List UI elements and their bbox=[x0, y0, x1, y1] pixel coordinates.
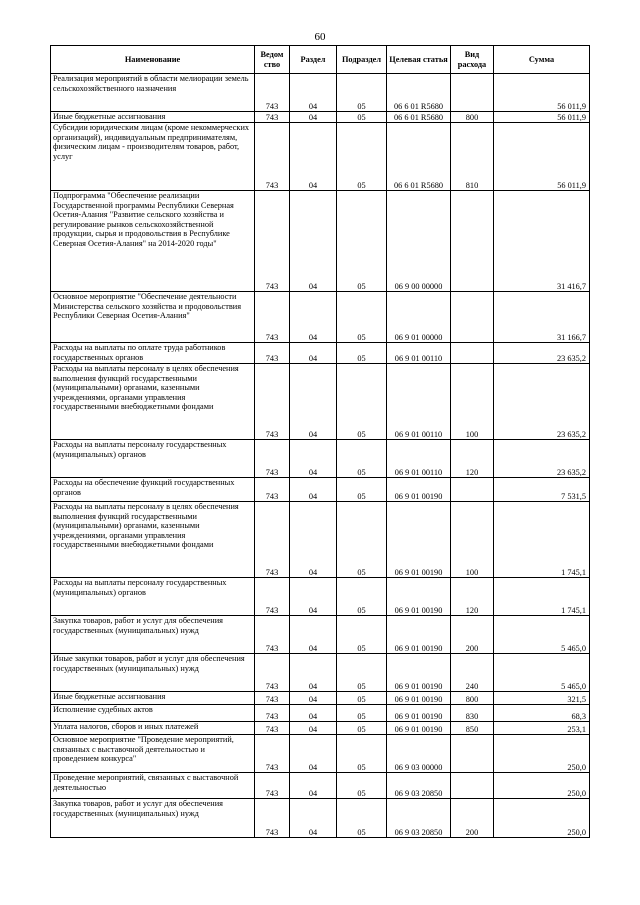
header-section: Раздел bbox=[290, 46, 337, 74]
row-target: 06 6 01 R5680 bbox=[387, 112, 451, 123]
table-row bbox=[51, 722, 590, 735]
row-subsection: 05 bbox=[337, 773, 387, 799]
row-target: 06 9 03 20850 bbox=[387, 799, 451, 838]
row-section: 04 bbox=[290, 735, 337, 773]
row-dept: 743 bbox=[255, 722, 290, 735]
row-name: Подпрограмма "Обеспечение реализации Государственной программы Республики Северная Осетия-Алания "Развитие сельского хозяйства и регулирование рынков сельскохозяйственной продукции, сырья и продовольствия в Республике Северная Осетия-Алания" на 2014-2020 годы" bbox=[51, 191, 255, 292]
row-dept: 743 bbox=[255, 616, 290, 654]
row-subsection: 05 bbox=[337, 722, 387, 735]
row-sum: 68,3 bbox=[494, 705, 590, 722]
row-dept: 743 bbox=[255, 123, 290, 191]
row-dept: 743 bbox=[255, 112, 290, 123]
row-sum: 31 166,7 bbox=[494, 292, 590, 343]
row-target: 06 9 01 00000 bbox=[387, 292, 451, 343]
row-target: 06 9 00 00000 bbox=[387, 191, 451, 292]
page-number: 60 bbox=[314, 31, 326, 43]
row-target: 06 9 03 00000 bbox=[387, 735, 451, 773]
row-name: Расходы на выплаты персоналу в целях обеспечения выполнения функций государственными (муниципальными) органами, казенными учреждениями, органами управления государственными внебюджетными фондами bbox=[51, 502, 255, 578]
row-subsection: 05 bbox=[337, 654, 387, 692]
row-type bbox=[451, 74, 494, 112]
row-section: 04 bbox=[290, 616, 337, 654]
row-dept: 743 bbox=[255, 502, 290, 578]
row-type bbox=[451, 478, 494, 502]
row-subsection: 05 bbox=[337, 123, 387, 191]
row-type: 100 bbox=[451, 364, 494, 440]
row-section: 04 bbox=[290, 478, 337, 502]
row-sum: 321,5 bbox=[494, 692, 590, 705]
row-subsection: 05 bbox=[337, 112, 387, 123]
row-section: 04 bbox=[290, 692, 337, 705]
row-type: 200 bbox=[451, 616, 494, 654]
row-target: 06 9 01 00190 bbox=[387, 578, 451, 616]
row-target: 06 9 01 00110 bbox=[387, 440, 451, 478]
row-dept: 743 bbox=[255, 705, 290, 722]
table-row bbox=[51, 364, 590, 440]
budget-table bbox=[50, 45, 590, 838]
row-dept: 743 bbox=[255, 292, 290, 343]
table-row bbox=[51, 112, 590, 123]
row-sum: 23 635,2 bbox=[494, 343, 590, 364]
row-name: Исполнение судебных актов bbox=[51, 705, 255, 722]
row-name: Расходы на выплаты персоналу государственных (муниципальных) органов bbox=[51, 440, 255, 478]
row-section: 04 bbox=[290, 343, 337, 364]
row-type: 810 bbox=[451, 123, 494, 191]
row-sum: 253,1 bbox=[494, 722, 590, 735]
row-dept: 743 bbox=[255, 191, 290, 292]
row-sum: 56 011,9 bbox=[494, 112, 590, 123]
row-type bbox=[451, 191, 494, 292]
row-type bbox=[451, 773, 494, 799]
table-row bbox=[51, 191, 590, 292]
table-header-row bbox=[51, 46, 590, 74]
row-name: Иные закупки товаров, работ и услуг для обеспечения государственных (муниципальных) нужд bbox=[51, 654, 255, 692]
row-subsection: 05 bbox=[337, 735, 387, 773]
row-target: 06 9 01 00190 bbox=[387, 654, 451, 692]
row-section: 04 bbox=[290, 578, 337, 616]
row-target: 06 6 01 R5680 bbox=[387, 74, 451, 112]
table-row bbox=[51, 292, 590, 343]
row-section: 04 bbox=[290, 799, 337, 838]
row-subsection: 05 bbox=[337, 705, 387, 722]
row-sum: 5 465,0 bbox=[494, 654, 590, 692]
table-row bbox=[51, 440, 590, 478]
row-dept: 743 bbox=[255, 692, 290, 705]
table-row bbox=[51, 654, 590, 692]
row-name: Субсидии юридическим лицам (кроме некоммерческих организаций), индивидуальным предпринимателям, физическим лицам - производителям товаров, работ, услуг bbox=[51, 123, 255, 191]
row-subsection: 05 bbox=[337, 799, 387, 838]
row-sum: 23 635,2 bbox=[494, 364, 590, 440]
row-sum: 1 745,1 bbox=[494, 578, 590, 616]
row-type: 850 bbox=[451, 722, 494, 735]
row-subsection: 05 bbox=[337, 364, 387, 440]
row-sum: 250,0 bbox=[494, 735, 590, 773]
row-name: Иные бюджетные ассигнования bbox=[51, 112, 255, 123]
row-sum: 56 011,9 bbox=[494, 123, 590, 191]
table-row bbox=[51, 773, 590, 799]
header-sum: Сумма bbox=[494, 46, 590, 74]
row-type bbox=[451, 735, 494, 773]
row-name: Основное мероприятие "Проведение мероприятий, связанных с выставочной деятельностью и проведением конкурса" bbox=[51, 735, 255, 773]
table-row bbox=[51, 705, 590, 722]
row-dept: 743 bbox=[255, 578, 290, 616]
row-name: Расходы на выплаты персоналу в целях обеспечения выполнения функций государственными (муниципальными) органами, казенными учреждениями, органами управления государственными внебюджетными фондами bbox=[51, 364, 255, 440]
row-dept: 743 bbox=[255, 364, 290, 440]
row-name: Расходы на обеспечение функций государственных органов bbox=[51, 478, 255, 502]
row-name: Проведение мероприятий, связанных с выставочной деятельностью bbox=[51, 773, 255, 799]
row-name: Основное мероприятие "Обеспечение деятельности Министерства сельского хозяйства и продовольствия Республики Северная Осетия-Алания" bbox=[51, 292, 255, 343]
row-section: 04 bbox=[290, 773, 337, 799]
table-row bbox=[51, 478, 590, 502]
row-section: 04 bbox=[290, 364, 337, 440]
row-sum: 23 635,2 bbox=[494, 440, 590, 478]
row-target: 06 9 01 00190 bbox=[387, 705, 451, 722]
row-section: 04 bbox=[290, 722, 337, 735]
row-type bbox=[451, 292, 494, 343]
row-type: 100 bbox=[451, 502, 494, 578]
header-subsection: Подраздел bbox=[337, 46, 387, 74]
row-section: 04 bbox=[290, 705, 337, 722]
row-section: 04 bbox=[290, 74, 337, 112]
row-name: Реализация мероприятий в области мелиорации земель сельскохозяйственного назначения bbox=[51, 74, 255, 112]
row-section: 04 bbox=[290, 654, 337, 692]
row-subsection: 05 bbox=[337, 478, 387, 502]
row-dept: 743 bbox=[255, 478, 290, 502]
row-name: Уплата налогов, сборов и иных платежей bbox=[51, 722, 255, 735]
row-sum: 7 531,5 bbox=[494, 478, 590, 502]
row-subsection: 05 bbox=[337, 74, 387, 112]
header-name: Наименование bbox=[51, 46, 255, 74]
row-subsection: 05 bbox=[337, 578, 387, 616]
row-type: 830 bbox=[451, 705, 494, 722]
row-section: 04 bbox=[290, 191, 337, 292]
row-target: 06 9 01 00190 bbox=[387, 692, 451, 705]
row-type: 120 bbox=[451, 578, 494, 616]
table-row bbox=[51, 578, 590, 616]
row-section: 04 bbox=[290, 112, 337, 123]
table-row bbox=[51, 616, 590, 654]
row-name: Иные бюджетные ассигнования bbox=[51, 692, 255, 705]
row-dept: 743 bbox=[255, 773, 290, 799]
row-subsection: 05 bbox=[337, 191, 387, 292]
header-dept: Ведом ство bbox=[255, 46, 290, 74]
row-sum: 250,0 bbox=[494, 799, 590, 838]
row-subsection: 05 bbox=[337, 343, 387, 364]
header-type: Вид расхода bbox=[451, 46, 494, 74]
header-target: Целевая статья bbox=[387, 46, 451, 74]
row-type bbox=[451, 343, 494, 364]
row-subsection: 05 bbox=[337, 616, 387, 654]
row-subsection: 05 bbox=[337, 440, 387, 478]
row-type: 200 bbox=[451, 799, 494, 838]
row-section: 04 bbox=[290, 440, 337, 478]
row-type: 800 bbox=[451, 112, 494, 123]
row-sum: 31 416,7 bbox=[494, 191, 590, 292]
row-target: 06 6 01 R5680 bbox=[387, 123, 451, 191]
row-sum: 250,0 bbox=[494, 773, 590, 799]
row-section: 04 bbox=[290, 292, 337, 343]
table-row bbox=[51, 799, 590, 838]
row-target: 06 9 03 20850 bbox=[387, 773, 451, 799]
row-subsection: 05 bbox=[337, 692, 387, 705]
row-name: Расходы на выплаты персоналу государственных (муниципальных) органов bbox=[51, 578, 255, 616]
row-dept: 743 bbox=[255, 735, 290, 773]
row-sum: 5 465,0 bbox=[494, 616, 590, 654]
row-type: 800 bbox=[451, 692, 494, 705]
row-subsection: 05 bbox=[337, 292, 387, 343]
row-target: 06 9 01 00190 bbox=[387, 722, 451, 735]
row-target: 06 9 01 00110 bbox=[387, 364, 451, 440]
row-subsection: 05 bbox=[337, 502, 387, 578]
row-target: 06 9 01 00190 bbox=[387, 478, 451, 502]
row-sum: 1 745,1 bbox=[494, 502, 590, 578]
table-row bbox=[51, 74, 590, 112]
table-row bbox=[51, 735, 590, 773]
row-dept: 743 bbox=[255, 74, 290, 112]
row-dept: 743 bbox=[255, 799, 290, 838]
row-name: Расходы на выплаты по оплате труда работников государственных органов bbox=[51, 343, 255, 364]
row-dept: 743 bbox=[255, 343, 290, 364]
row-section: 04 bbox=[290, 123, 337, 191]
row-sum: 56 011,9 bbox=[494, 74, 590, 112]
table-row bbox=[51, 502, 590, 578]
row-dept: 743 bbox=[255, 654, 290, 692]
row-name: Закупка товаров, работ и услуг для обеспечения государственных (муниципальных) нужд bbox=[51, 616, 255, 654]
table-row bbox=[51, 692, 590, 705]
row-target: 06 9 01 00190 bbox=[387, 502, 451, 578]
table-row bbox=[51, 343, 590, 364]
row-section: 04 bbox=[290, 502, 337, 578]
row-target: 06 9 01 00110 bbox=[387, 343, 451, 364]
row-name: Закупка товаров, работ и услуг для обеспечения государственных (муниципальных) нужд bbox=[51, 799, 255, 838]
row-target: 06 9 01 00190 bbox=[387, 616, 451, 654]
row-dept: 743 bbox=[255, 440, 290, 478]
row-type: 120 bbox=[451, 440, 494, 478]
row-type: 240 bbox=[451, 654, 494, 692]
table-row bbox=[51, 123, 590, 191]
